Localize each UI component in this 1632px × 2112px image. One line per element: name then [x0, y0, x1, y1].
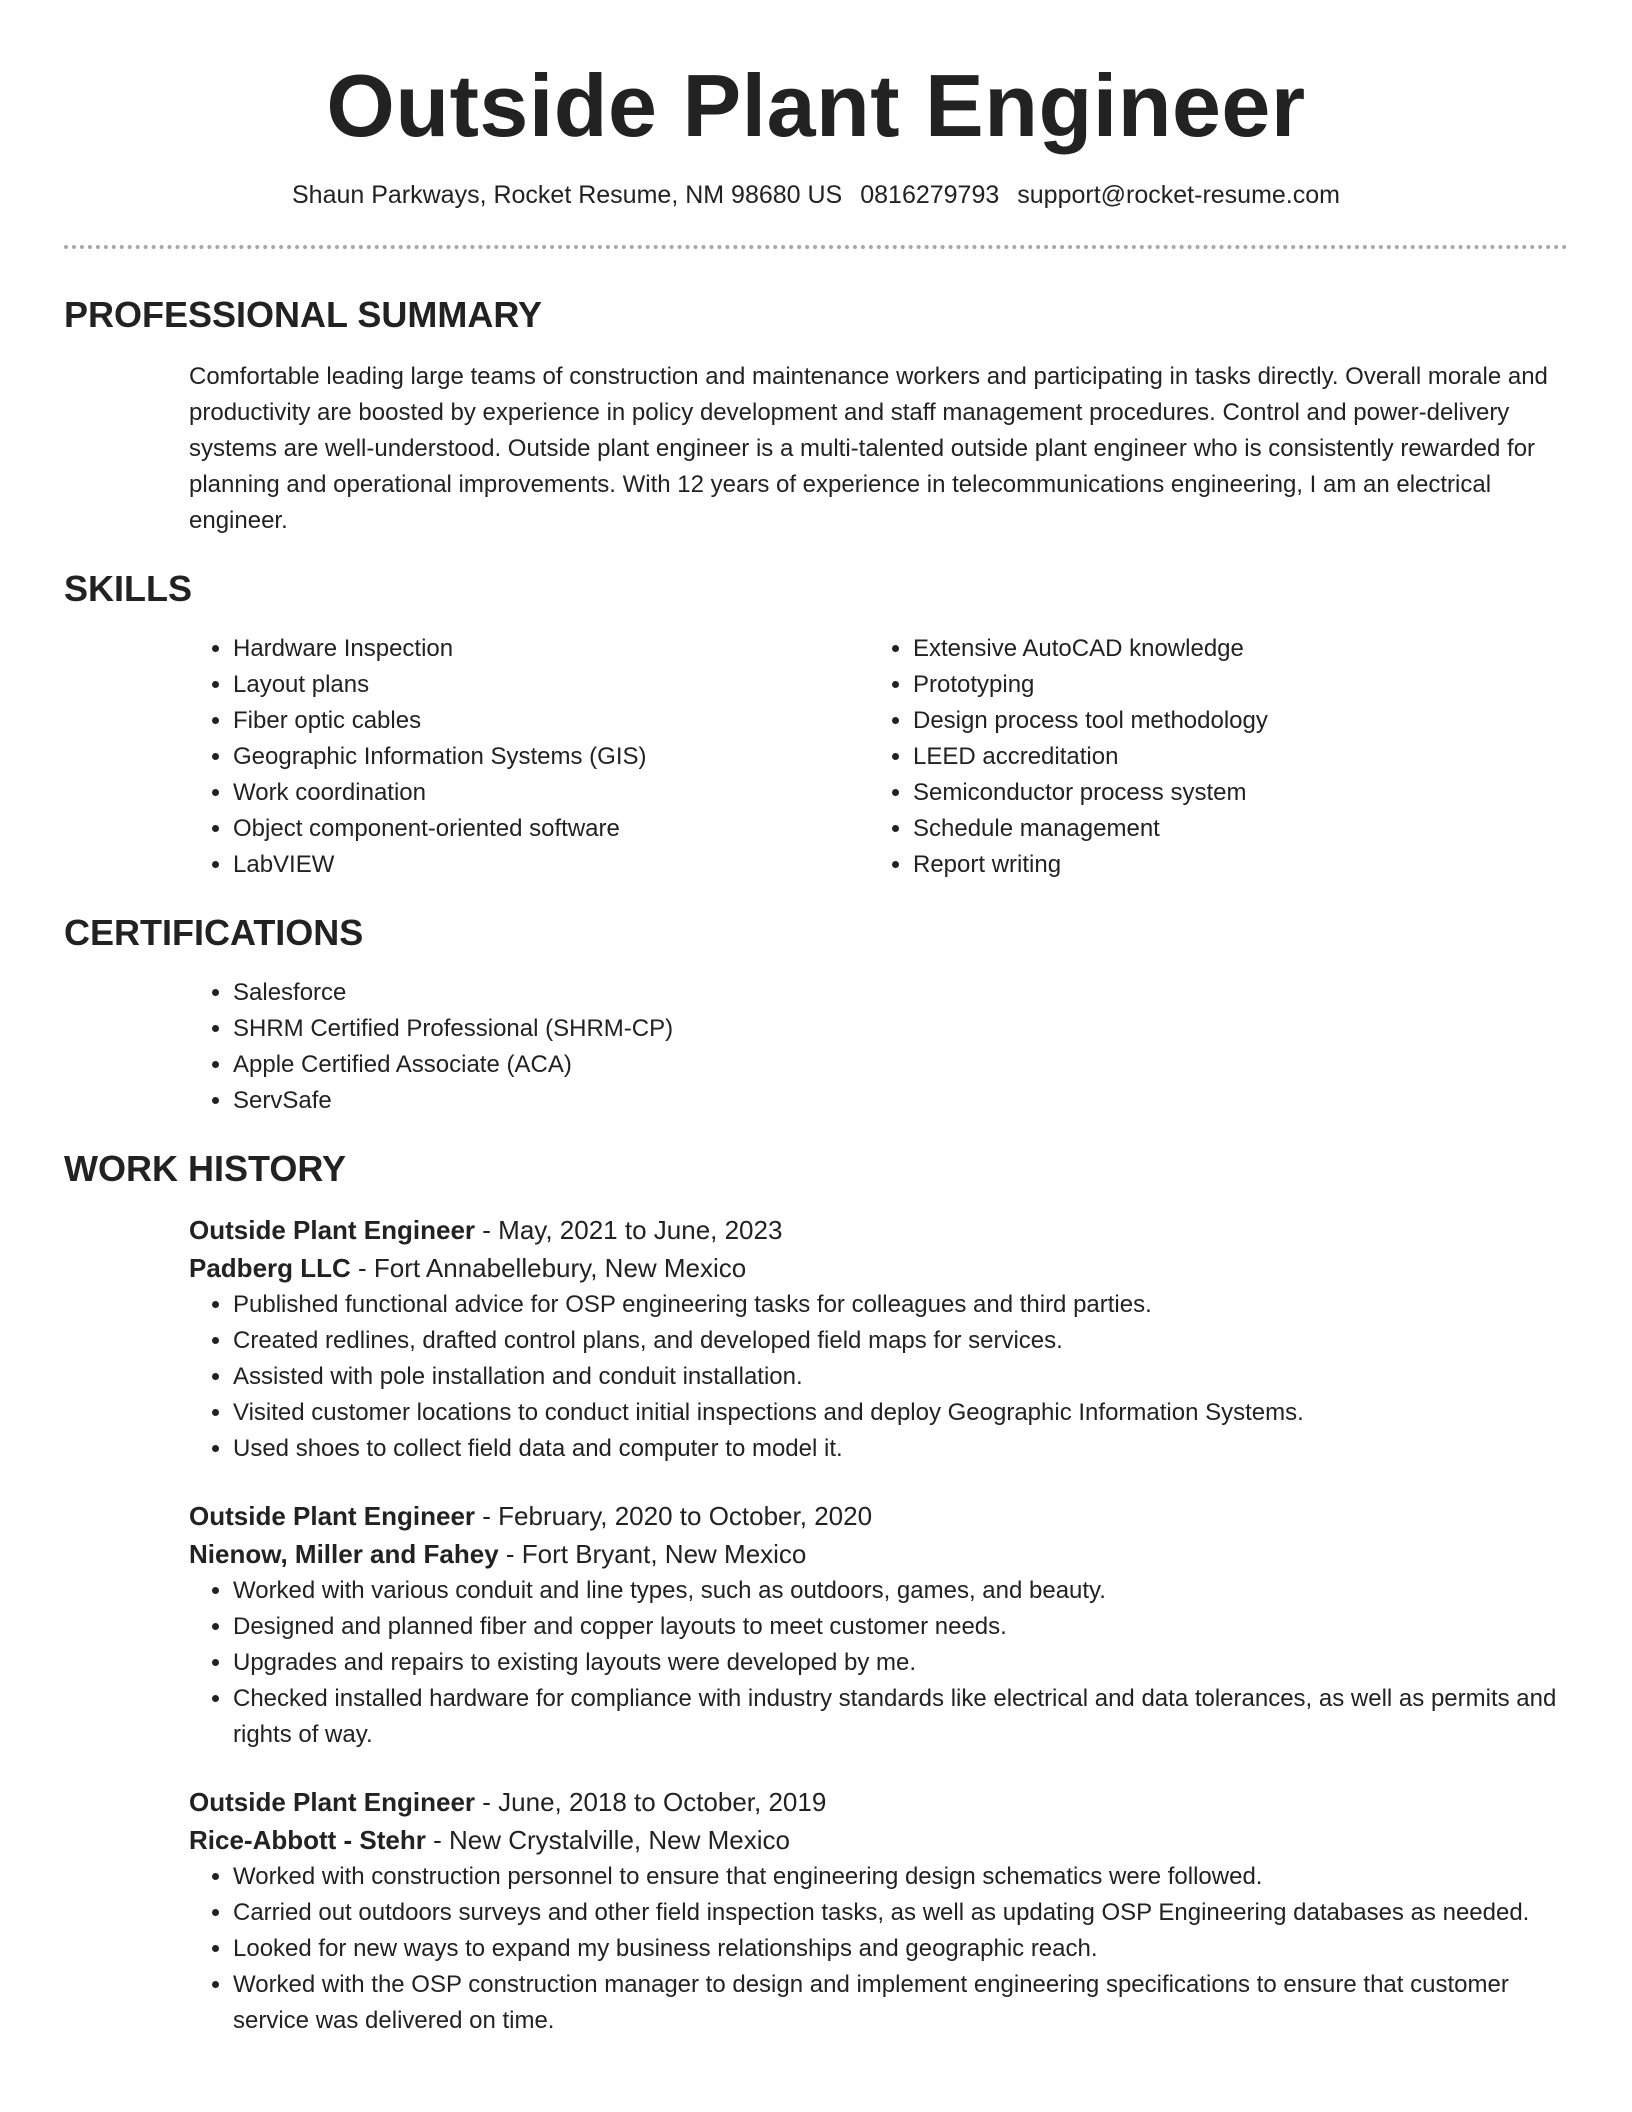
skill-item: • Design process tool methodology — [913, 703, 1549, 739]
skills-list-right — [869, 631, 1549, 883]
job-company: Nienow, Miller and Fahey — [189, 1539, 499, 1569]
resume-name: Outside Plant Engineer — [326, 56, 1306, 155]
contact-email: support@rocket-resume.com — [1017, 181, 1340, 209]
skill-item: • Semiconductor process system — [913, 775, 1549, 811]
skill-item: • Geographic Information Systems (GIS) — [233, 739, 869, 775]
header-divider — [64, 245, 1568, 249]
job-company-line — [189, 1821, 1568, 1859]
job-bullets — [0, 1859, 1568, 2039]
certification-item: • ServSafe — [233, 1083, 1632, 1119]
certification-item: • Apple Certified Associate (ACA) — [233, 1047, 1632, 1083]
job-dates: - May, 2021 to June, 2023 — [475, 1215, 783, 1245]
job-bullet: • Worked with various conduit and line types, such as outdoors, games, and beauty. — [233, 1573, 1568, 1609]
job-company: Padberg LLC — [189, 1253, 351, 1283]
job-entry — [189, 1783, 1568, 2039]
job-company: Rice-Abbott - Stehr — [189, 1825, 426, 1855]
skill-item: • Layout plans — [233, 667, 869, 703]
certifications-list — [189, 975, 1632, 1119]
job-role-line — [189, 1211, 1568, 1249]
job-role-line — [189, 1497, 1568, 1535]
job-location: - Fort Annabellebury, New Mexico — [350, 1253, 747, 1283]
certifications-heading: CERTIFICATIONS — [64, 912, 364, 953]
job-entry — [189, 1497, 1568, 1753]
job-bullet: • Visited customer locations to conduct initial inspections and deploy Geographic Information Systems. — [233, 1395, 1568, 1431]
contact-line — [0, 178, 1632, 212]
job-bullet: • Assisted with pole installation and conduit installation. — [233, 1359, 1568, 1395]
skill-item: • Work coordination — [233, 775, 869, 811]
job-bullets — [0, 1287, 1568, 1467]
job-entry — [189, 1211, 1568, 1467]
job-bullet: • Worked with the OSP construction manager to design and implement engineering specifications to ensure that customer service was delivered on time. — [233, 1967, 1568, 2039]
job-bullets — [0, 1573, 1568, 1753]
job-bullet: • Upgrades and repairs to existing layouts were developed by me. — [233, 1645, 1568, 1681]
summary-heading: PROFESSIONAL SUMMARY — [64, 294, 543, 335]
skills-grid — [189, 631, 1632, 883]
certification-item: • SHRM Certified Professional (SHRM-CP) — [233, 1011, 1632, 1047]
job-bullet: • Published functional advice for OSP engineering tasks for colleagues and third parties. — [233, 1287, 1568, 1323]
skill-item: • Hardware Inspection — [233, 631, 869, 667]
contact-address: Shaun Parkways, Rocket Resume, NM 98680 US — [291, 181, 843, 209]
job-bullet: • Checked installed hardware for compliance with industry standards like electrical and data tolerances, as well as permits and rights of way. — [233, 1681, 1568, 1753]
job-bullet: • Worked with construction personnel to ensure that engineering design schematics were followed. — [233, 1859, 1568, 1895]
certification-item: • Salesforce — [233, 975, 1632, 1011]
job-dates: - February, 2020 to October, 2020 — [475, 1501, 873, 1531]
skill-item: • LEED accreditation — [913, 739, 1549, 775]
skills-list-left — [189, 631, 869, 883]
skill-item: • Fiber optic cables — [233, 703, 869, 739]
job-bullet: • Looked for new ways to expand my business relationships and geographic reach. — [233, 1931, 1568, 1967]
job-role: Outside Plant Engineer — [189, 1215, 476, 1245]
job-location: - New Crystalville, New Mexico — [425, 1825, 790, 1855]
job-bullet: • Designed and planned fiber and copper layouts to meet customer needs. — [233, 1609, 1568, 1645]
work-history-heading: WORK HISTORY — [64, 1148, 347, 1189]
job-role: Outside Plant Engineer — [189, 1787, 476, 1817]
certifications-block — [189, 975, 1632, 1119]
job-company-line — [189, 1535, 1568, 1573]
summary-text: Comfortable leading large teams of construction and maintenance workers and participating in tasks directly. Overall morale and productivity are boosted by experience in policy development and staff management procedures. Control and power-delivery systems are well-understood. Outside plant engineer is a multi-talented outside plant engineer who is consistently rewarded for planning and operational improvements. With 12 years of experience in telecommunications engineering, I am an electrical engineer. — [189, 363, 1548, 534]
skill-item: • Object component-oriented software — [233, 811, 869, 847]
skill-item: • Extensive AutoCAD knowledge — [913, 631, 1549, 667]
skills-heading: SKILLS — [64, 568, 193, 609]
skill-item: • Schedule management — [913, 811, 1549, 847]
job-bullet: • Used shoes to collect field data and computer to model it. — [233, 1431, 1568, 1467]
job-role: Outside Plant Engineer — [189, 1501, 476, 1531]
job-location: - Fort Bryant, New Mexico — [498, 1539, 807, 1569]
skill-item: • Prototyping — [913, 667, 1549, 703]
job-bullet: • Carried out outdoors surveys and other field inspection tasks, as well as updating OSP Engineering databases as needed. — [233, 1895, 1568, 1931]
job-company-line — [189, 1249, 1568, 1287]
job-bullet: • Created redlines, drafted control plans, and developed field maps for services. — [233, 1323, 1568, 1359]
contact-phone: 0816279793 — [860, 181, 1000, 209]
skill-item: • LabVIEW — [233, 847, 869, 883]
job-dates: - June, 2018 to October, 2019 — [475, 1787, 827, 1817]
job-role-line — [189, 1783, 1568, 1821]
skill-item: • Report writing — [913, 847, 1549, 883]
